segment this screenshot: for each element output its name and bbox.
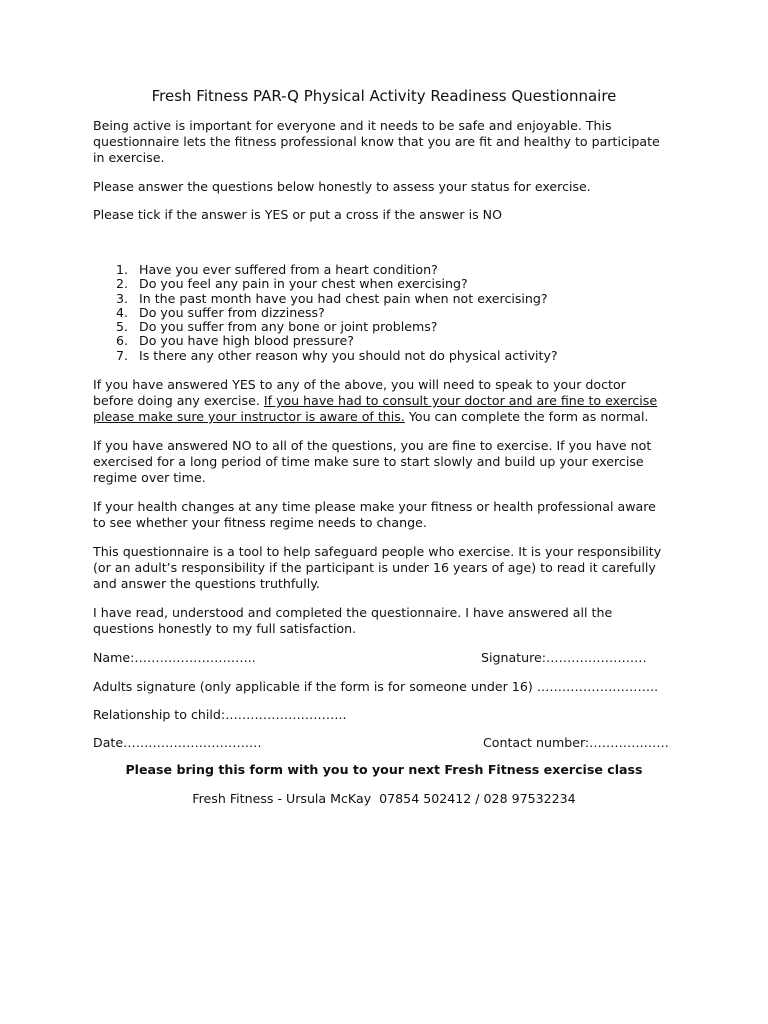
contact-details: Fresh Fitness - Ursula McKay 07854 502412 / 028 97532234 [192,791,576,806]
question-number: 6. [116,333,129,349]
question-text: Do you feel any pain in your chest when exercising? [139,276,468,292]
question-item [93,334,693,348]
question-text: Have you ever suffered from a heart condition? [139,262,438,277]
health-line: If your health changes at any time please make your fitness or health professional aware [93,499,656,514]
question-item [93,306,693,320]
no-line: If you have answered NO to all of the questions, you are fine to exercise. If you have not [93,438,652,453]
question-text: Do you suffer from dizziness? [139,304,325,320]
question-number: 1. [116,262,129,277]
declaration-line: questions honestly to my full satisfaction. [93,621,357,636]
intro-line: in exercise. [93,150,165,165]
adult-signature-field[interactable]: Adults signature (only applicable if the form is for someone under 16) ……………………….. [93,679,659,694]
instruction-answer-honestly: Please answer the questions below honestly to assess your status for exercise. [93,179,591,194]
document-title: Fresh Fitness PAR-Q Physical Activity Readiness Questionnaire [151,87,617,105]
question-text: Is there any other reason why you should not do physical activity? [139,347,558,363]
declaration-paragraph [93,605,693,637]
responsibility-line: (or an adult’s responsibility if the participant is under 16 years of age) to read it carefully [93,560,656,575]
name-field[interactable]: Name:……………………….. [93,650,256,665]
question-item [93,263,693,277]
relationship-field[interactable]: Relationship to child:……………………….. [93,707,347,722]
question-number: 4. [116,304,129,320]
signature-field[interactable]: Signature:…………………… [481,650,647,665]
yes-line-3-plain: You can complete the form as normal. [404,409,649,424]
yes-answer-paragraph [93,377,693,425]
bring-form-notice: Please bring this form with you to your next Fresh Fitness exercise class [125,762,643,777]
date-field[interactable]: Date…………………………… [93,735,262,750]
intro-paragraph [93,118,693,166]
no-line: exercised for a long period of time make sure to start slowly and build up your exercise [93,454,644,469]
question-number: 5. [116,319,129,335]
yes-line-2-plain: before doing any exercise. [93,393,264,408]
intro-line: Being active is important for everyone and it needs to be safe and enjoyable. This [93,118,612,133]
responsibility-line: This questionnaire is a tool to help safeguard people who exercise. It is your responsibility [93,544,662,559]
no-answer-paragraph [93,438,693,486]
question-number: 2. [116,276,129,292]
instruction-tick-or-cross: Please tick if the answer is YES or put a cross if the answer is NO [93,207,503,222]
question-text: Do you suffer from any bone or joint problems? [139,319,438,335]
question-item [93,349,693,363]
contact-number-field[interactable]: Contact number:………………. [483,735,669,750]
responsibility-paragraph [93,544,693,592]
question-list [93,263,693,363]
responsibility-line: and answer the questions truthfully. [93,576,320,591]
no-line: regime over time. [93,470,206,485]
date-contact-row [93,735,673,751]
question-number: 3. [116,290,129,306]
yes-line-1: If you have answered YES to any of the above, you will need to speak to your doctor [93,377,626,392]
declaration-line: I have read, understood and completed the questionnaire. I have answered all the [93,605,613,620]
health-change-paragraph [93,499,693,531]
intro-line: questionnaire lets the fitness professional know that you are fit and healthy to participate [93,134,660,149]
name-signature-row [93,650,673,666]
question-text: In the past month have you had chest pain when not exercising? [139,290,548,306]
question-item [93,277,693,291]
question-number: 7. [116,347,129,363]
yes-line-3-underlined: please make sure your instructor is aware of this. [93,409,405,424]
yes-line-2-underlined: If you have had to consult your doctor and are fine to exercise [263,393,658,408]
question-item [93,320,693,334]
question-text: Do you have high blood pressure? [139,333,354,349]
question-item [93,292,693,306]
health-line: to see whether your fitness regime needs to change. [93,515,427,530]
